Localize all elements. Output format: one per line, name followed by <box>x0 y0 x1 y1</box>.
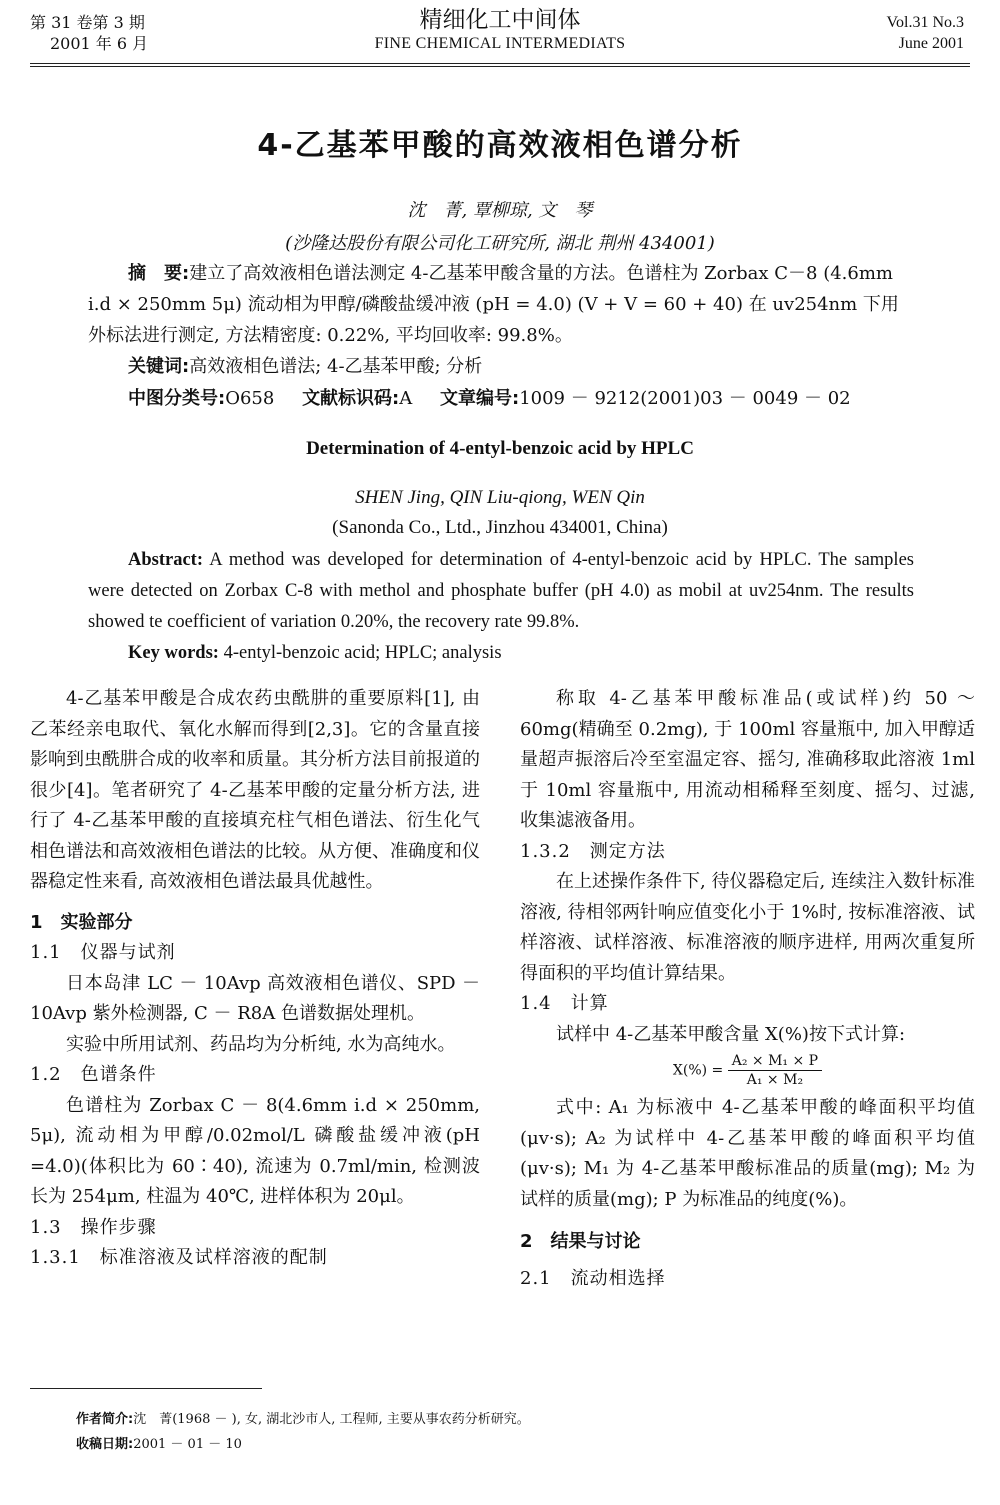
abstract-en-label: Abstract: <box>128 550 204 570</box>
keywords-en-label: Key words: <box>128 643 219 663</box>
doc-code-label: 文献标识码: <box>302 388 400 409</box>
author-list-en: SHEN Jing, QIN Liu-qiong, WEN Qin <box>355 487 645 508</box>
section-1-4-heading: 1.4 计算 <box>520 993 609 1014</box>
section-1-2-heading: 1.2 色谱条件 <box>30 1064 157 1085</box>
instruments-paragraph: 日本岛津 LC － 10Avp 高效液相色谱仪、SPD － 10Avp 紫外检测器, C － R8A 色谱数据处理机。 <box>30 972 480 1024</box>
author-list: 沈 菁, 覃柳琼, 文 琴 <box>407 200 593 221</box>
keywords-cn <box>88 351 914 382</box>
author-affiliation: (沙隆达股份有限公司化工研究所, 湖北 荆州 434001) <box>285 233 715 254</box>
header-date-en: June 2001 <box>898 35 964 52</box>
content-formula <box>520 1052 975 1089</box>
reagents-paragraph: 实验中所用试剂、药品均为分析纯, 水为高纯水。 <box>66 1033 456 1055</box>
clc-label: 中图分类号: <box>128 388 226 409</box>
intro-paragraph: 4-乙基苯甲酸是合成农药虫酰肼的重要原料[1], 由乙苯经亲电取代、氧化水解而得到[2,3]。它的含量直接影响到虫酰肼合成的收率和质量。其分析方法目前报道的很少[4]。笔者研究了 4-乙基苯甲酸的定量分析方法, 进行了 4-乙基苯甲酸的直接填充柱气相色谱法、衍生化气相色谱法和高效液相色谱法的比较。从方便、准确度和仪器稳定性来看, 高效液相色谱法最具优越性。 <box>30 688 480 892</box>
header-rule-double <box>30 66 970 67</box>
author-bio-text: 沈 菁(1968 － ), 女, 湖北沙市人, 工程师, 主要从事农药分析研究。 <box>133 1412 530 1427</box>
journal-name-cn: 精细化工中间体 <box>419 7 581 33</box>
section-2-heading: 2 结果与讨论 <box>520 1231 641 1252</box>
section-1-3-2-heading: 1.3.2 测定方法 <box>520 840 666 862</box>
classification-line <box>88 383 914 414</box>
abstract-cn <box>88 258 914 351</box>
formula-denominator: A₁ × M₂ <box>746 1072 804 1088</box>
header-journal <box>0 6 1000 54</box>
keywords-en <box>88 638 914 669</box>
received-date-value: 2001 － 01 － 10 <box>133 1437 242 1452</box>
header-vol-issue: 第 31 卷第 3 期 <box>30 13 145 32</box>
paper-title-en: Determination of 4-entyl-benzoic acid by HPLC <box>306 438 694 459</box>
abstract-cn-text: 建立了高效液相色谱法测定 4-乙基苯甲酸含量的方法。色谱柱为 Zorbax C－8 (4.6mm i.d × 250mm 5μ) 流动相为甲醇/磷酸盐缓冲液 (pH = 4.0) (V + V = 60 + 40) 在 uv254nm 下用外标法进行测定, 方法精密度: 0.22%, 平均回收率: 99.8%。 <box>88 263 899 346</box>
keywords-cn-text: 高效液相色谱法; 4-乙基苯甲酸; 分析 <box>189 356 483 377</box>
calculation-paragraph: 试样中 4-乙基苯甲酸含量 X(%)按下式计算: <box>556 1023 906 1045</box>
abstract-en <box>88 545 914 638</box>
formula-numerator: A₂ × M₁ × P <box>728 1052 822 1071</box>
received-date-label: 收稿日期: <box>76 1437 134 1452</box>
body-left-column <box>30 684 480 1274</box>
header-vol-en: Vol.31 No.3 <box>886 14 964 31</box>
formula-definitions-paragraph: 式中: A₁ 为标液中 4-乙基苯甲酸的峰面积平均值(μv·s); A₂ 为试样中 4-乙基苯甲酸的峰面积平均值(μv·s); M₁ 为 4-乙基苯甲酸标准品的质量(mg); M₂ 为试样的质量(mg); P 为标准品的纯度(%)。 <box>520 1097 975 1210</box>
formula-fraction <box>728 1052 822 1089</box>
abstract-cn-label: 摘 要: <box>128 263 190 284</box>
section-2-1-heading: 2.1 流动相选择 <box>520 1267 666 1289</box>
header-rule <box>30 63 970 64</box>
author-bio-footnote <box>76 1408 530 1432</box>
keywords-cn-label: 关键词: <box>128 356 190 377</box>
formula-lhs: X(%) = <box>672 1062 724 1079</box>
solution-prep-paragraph: 称取 4-乙基苯甲酸标准品(或试样)约 50 ～ 60mg(精确至 0.2mg), 于 100ml 容量瓶中, 加入甲醇适量超声振溶后冷至室温定容、摇匀, 准确移取此溶液 1ml 于 10ml 容量瓶中, 用流动相稀释至刻度、摇匀、过滤, 收集滤液备用。 <box>520 688 975 831</box>
received-date-footnote <box>76 1433 242 1457</box>
chromatography-conditions-paragraph: 色谱柱为 Zorbax C － 8(4.6mm i.d × 250mm, 5μ), 流动相为甲醇/0.02mol/L 磷酸盐缓冲液(pH =4.0)(体积比为 60∶40), 流速为 0.7ml/min, 检测波长为 254μm, 柱温为 40℃, 进样体积为 20μl。 <box>30 1094 480 1207</box>
article-no-label: 文章编号: <box>440 388 520 409</box>
abstract-en-text: A method was developed for determination of 4-entyl-benzoic acid by HPLC. The samples were detected on Zorbax C-8 with methol and phosphate buffer (pH 4.0) as mobil at uv254nm. The results showed te coefficient of variation 0.20%, the recovery rate 99.8%. <box>88 550 914 632</box>
clc-value: O658 <box>225 388 275 409</box>
section-1-heading: 1 实验部分 <box>30 911 133 933</box>
header-date-cn: 2001 年 6 月 <box>50 34 149 53</box>
keywords-en-text: 4-entyl-benzoic acid; HPLC; analysis <box>223 643 502 663</box>
author-bio-label: 作者简介: <box>76 1412 134 1427</box>
section-1-3-1-heading: 1.3.1 标准溶液及试样溶液的配制 <box>30 1247 328 1268</box>
doc-code-value: A <box>399 388 413 409</box>
section-1-3-heading: 1.3 操作步骤 <box>30 1216 157 1238</box>
section-1-1-heading: 1.1 仪器与试剂 <box>30 942 176 963</box>
paper-title: 4-乙基苯甲酸的高效液相色谱分析 <box>257 128 743 163</box>
footnote-rule <box>30 1388 262 1389</box>
article-no-value: 1009 － 9212(2001)03 － 0049 － 02 <box>519 388 851 409</box>
author-affiliation-en: (Sanonda Co., Ltd., Jinzhou 434001, China) <box>332 517 668 538</box>
body-right-column <box>520 684 975 1294</box>
header-volume-en <box>887 12 965 54</box>
method-paragraph: 在上述操作条件下, 待仪器稳定后, 连续注入数针标准溶液, 待相邻两针响应值变化小于 1%时, 按标准溶液、试样溶液、试样溶液、标准溶液的顺序进样, 用两次重复所得面积的平均值计算结果。 <box>520 871 975 984</box>
journal-name-en: FINE CHEMICAL INTERMEDIATS <box>374 35 626 52</box>
